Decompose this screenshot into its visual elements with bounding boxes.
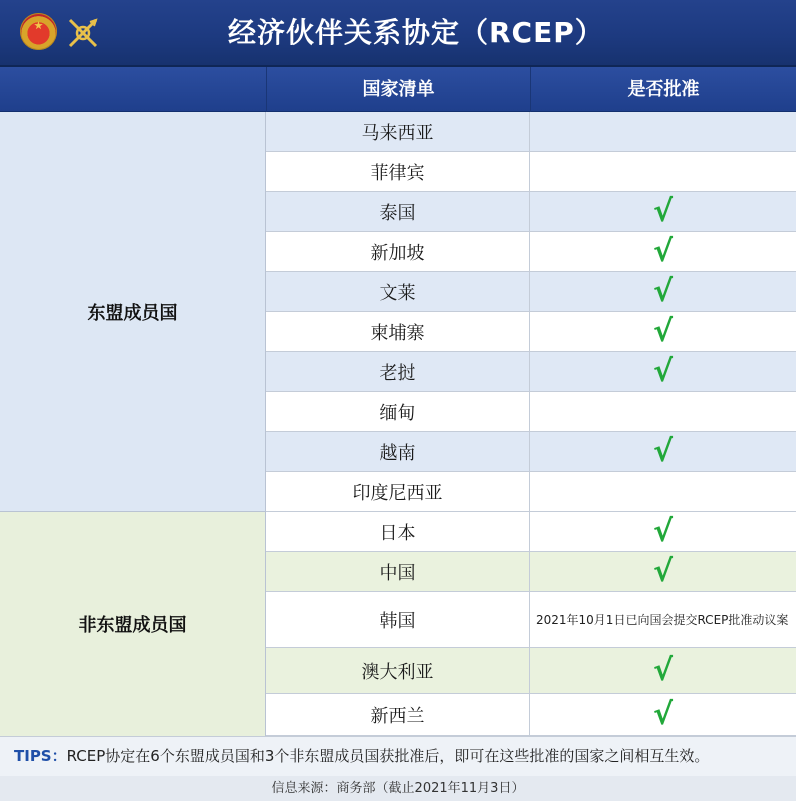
status-cell: [530, 694, 796, 735]
country-cell: 印度尼西亚: [266, 472, 530, 511]
country-cell: 缅甸: [266, 392, 530, 431]
table-row: [266, 312, 796, 352]
status-cell: [530, 192, 796, 231]
country-cell: 文莱: [266, 272, 530, 311]
status-cell: [530, 552, 796, 591]
check-mark-icon: √: [652, 652, 673, 688]
tips-footer: [0, 736, 796, 776]
table-row: [266, 192, 796, 232]
status-cell: [530, 272, 796, 311]
country-cell: 日本: [266, 512, 530, 551]
status-cell: [530, 392, 796, 431]
national-emblem-icon: [20, 13, 57, 50]
country-cell: 越南: [266, 432, 530, 471]
table-row: [266, 272, 796, 312]
check-mark-icon: √: [652, 193, 673, 229]
country-cell: 新加坡: [266, 232, 530, 271]
status-note: 2021年10月1日已向国会提交RCEP批准动议案: [536, 612, 789, 627]
check-mark-icon: √: [652, 233, 673, 269]
table-row: [266, 352, 796, 392]
table-row: [266, 512, 796, 552]
table-row: [266, 472, 796, 512]
status-cell: [530, 472, 796, 511]
check-mark-icon: √: [652, 353, 673, 389]
status-cell: [530, 512, 796, 551]
status-cell: [530, 112, 796, 151]
country-cell: 泰国: [266, 192, 530, 231]
country-cell: 柬埔寨: [266, 312, 530, 351]
page-header: [0, 0, 796, 67]
table-row: [266, 592, 796, 648]
country-cell: 老挝: [266, 352, 530, 391]
source-note: 信息来源：商务部（截止2021年11月3日）: [0, 776, 796, 801]
table-row: [266, 432, 796, 472]
country-cell: 韩国: [266, 592, 530, 647]
status-cell: [530, 592, 796, 647]
country-cell: 马来西亚: [266, 112, 530, 151]
table-header-row: [0, 67, 796, 112]
check-mark-icon: √: [652, 696, 673, 732]
status-cell: [530, 432, 796, 471]
group-label-non-asean: 非东盟成员国: [0, 512, 266, 736]
check-mark-icon: √: [652, 433, 673, 469]
check-mark-icon: √: [652, 513, 673, 549]
check-mark-icon: √: [652, 553, 673, 589]
header-status-cell: 是否批准: [530, 67, 796, 112]
table-row: [266, 232, 796, 272]
page-title: 经济伙伴关系协定（RCEP）: [228, 16, 604, 49]
table-row: [266, 694, 796, 736]
country-cell: 澳大利亚: [266, 648, 530, 693]
status-cell: [530, 152, 796, 191]
status-cell: [530, 648, 796, 693]
status-cell: [530, 352, 796, 391]
tips-text: RCEP协定在6个东盟成员国和3个非东盟成员国获批准后，即可在这些批准的国家之间相互生效。: [66, 747, 710, 765]
customs-emblem-icon: [66, 16, 100, 50]
table-row: [266, 648, 796, 694]
header-group-cell: [0, 67, 266, 112]
check-mark-icon: √: [652, 313, 673, 349]
header-country-cell: 国家清单: [266, 67, 530, 112]
group-label-asean: 东盟成员国: [0, 112, 266, 512]
status-cell: [530, 312, 796, 351]
country-cell: 菲律宾: [266, 152, 530, 191]
country-cell: 中国: [266, 552, 530, 591]
table-row: [266, 152, 796, 192]
table-row: [266, 552, 796, 592]
check-mark-icon: √: [652, 273, 673, 309]
status-cell: [530, 232, 796, 271]
country-cell: 新西兰: [266, 694, 530, 735]
table-row: [266, 112, 796, 152]
tips-label: TIPS：: [14, 747, 67, 765]
table-row: [266, 392, 796, 432]
